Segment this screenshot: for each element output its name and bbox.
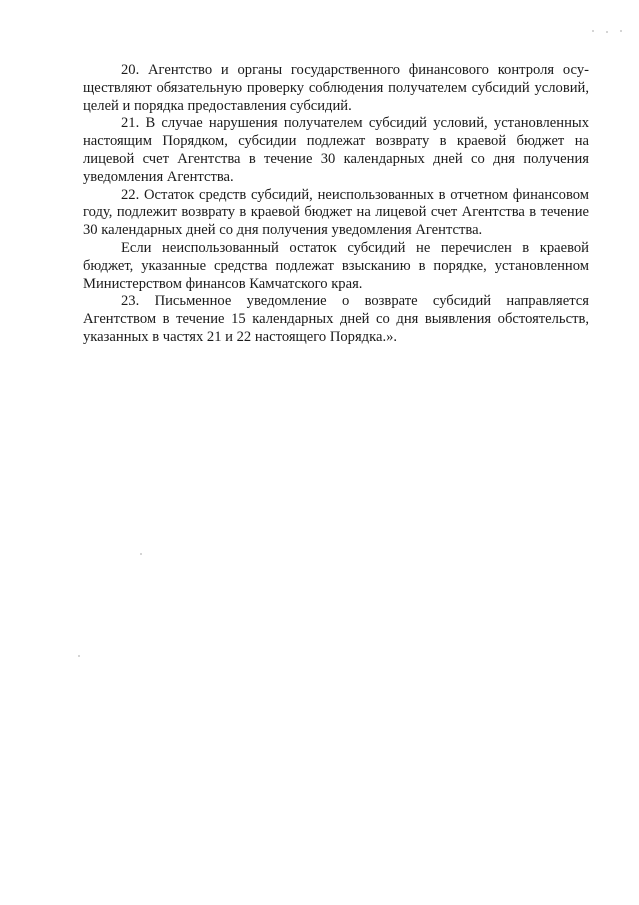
scan-speck — [78, 655, 80, 657]
paragraph-23: 23. Письменное уведомление о возврате субсидий направляется Агентством в течение 15 календарных дней со дня выявления обстоятельств, указанных в частях 21 и 22 настоящего Порядка.». — [83, 293, 589, 345]
scan-speck — [620, 30, 622, 32]
scan-speck — [140, 553, 142, 555]
paragraph-22: 22. Остаток средств субсидий, неиспользованных в отчетном финансовом году, подлежит возврату в краевой бюджет на лицевой счет Агентства в течение 30 календарных дней со дня получения уведомления Агентства. — [83, 186, 589, 239]
paragraph-20: 20. Агентство и органы государственного финансового контроля осуществляют обязательную проверку соблюдения получателем субсидий условий, целей и порядка предоставления субсидий. — [83, 62, 589, 114]
paragraph-21: 21. В случае нарушения получателем субсидий условий, установленных настоящим Порядком, субсидии подлежат возврату в краевой бюджет на лицевой счет Агентства в течение 30 календарных дней со дня получения уведомления Агентства. — [83, 115, 589, 185]
scan-speck — [606, 31, 608, 33]
document-body — [83, 62, 589, 347]
paragraph-22-continuation: Если неиспользованный остаток субсидий не перечислен в краевой бюджет, указанные средства подлежат взысканию в порядке, установленном Министерством финансов Камчатского края. — [83, 239, 589, 292]
scan-speck — [592, 30, 594, 32]
